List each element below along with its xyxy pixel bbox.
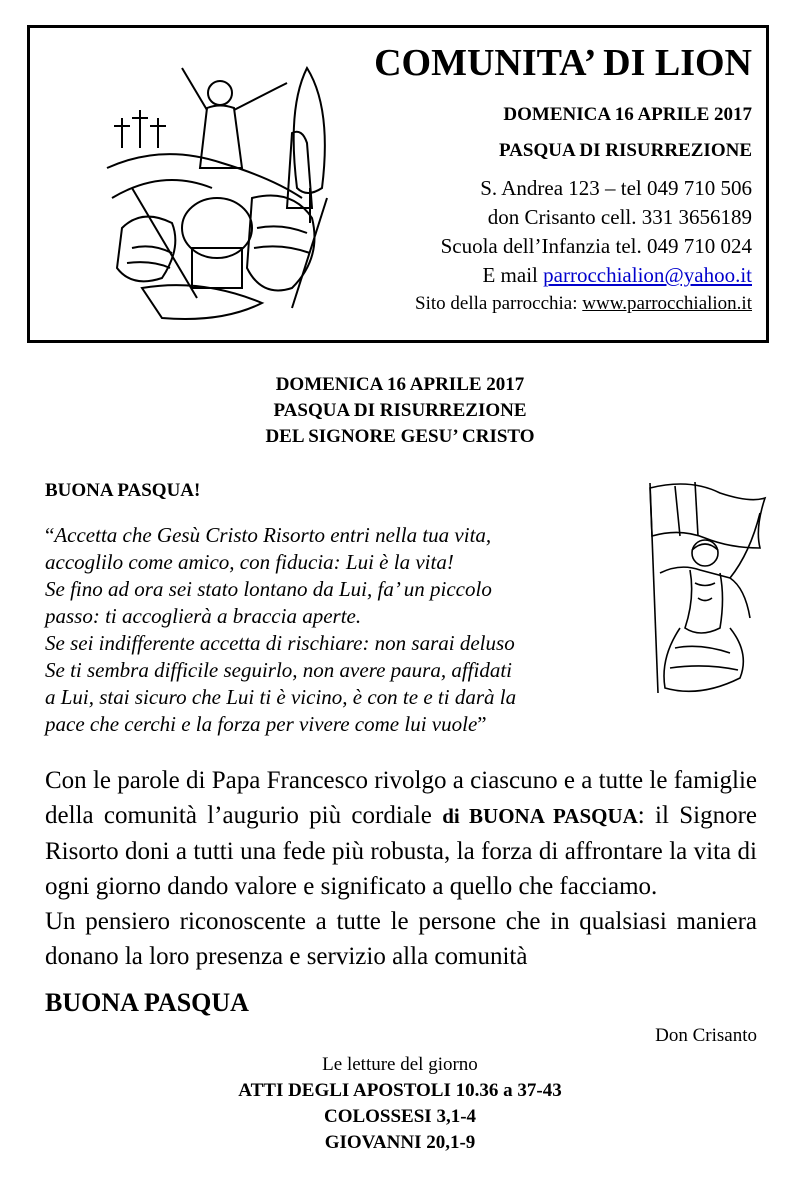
header-text (374, 40, 752, 318)
message-paragraph: Un pensiero riconoscente a tutte le persone che in qualsiasi maniera donano la loro presenza e servizio alla comunità (45, 908, 757, 970)
parish-address: S. Andrea 123 – tel 049 710 506 (480, 176, 752, 200)
quote-open-mark: “ (45, 523, 55, 547)
email-label: E mail (482, 263, 538, 287)
website-line (374, 290, 752, 318)
quote-text: pace che cerchi e la forza per vivere come lui vuole (45, 712, 478, 736)
website-link[interactable]: www.parrocchialion.it (582, 293, 752, 314)
quote-line: Se sei indifferente accetta di rischiare: non sarai deluso (45, 631, 515, 655)
message-text: : il Signore Risorto doni a tutti una fede più robusta, la forza di affrontare la vita di ogni giorno dando valore e significato a quello che facciamo. (45, 802, 758, 900)
pastor-message (45, 763, 757, 974)
header-feast: PASQUA DI RISURREZIONE (498, 140, 752, 161)
reading-second: COLOSSESI 3,1-4 (323, 1106, 477, 1127)
resurrection-illustration (102, 48, 342, 328)
page-title: COMUNITA’ DI LION (374, 42, 752, 84)
quote-line: Se ti sembra difficile seguirlo, non avere paura, affidati (45, 658, 513, 682)
priest-phone: don Crisanto cell. 331 3656189 (487, 205, 752, 229)
email-link[interactable]: parrocchialion@yahoo.it (543, 263, 752, 287)
quote-close-mark: ” (477, 712, 487, 736)
quote-line (45, 522, 625, 549)
reading-gospel: GIOVANNI 20,1-9 (324, 1132, 476, 1153)
quote-line: passo: ti accoglierà a braccia aperte. (45, 604, 362, 628)
message-bold-text: di BUONA PASQUA (442, 804, 638, 828)
greeting: BUONA PASQUA! (45, 480, 201, 501)
message-text: Con le parole di Papa Francesco rivolgo a ciascuno e a tutte le famiglie della comunità l’augurio più cordiale (45, 767, 757, 829)
email-line (374, 261, 752, 290)
quote-line: a Lui, stai sicuro che Lui ti è vicino, è con te e ti darà la (45, 685, 517, 709)
risen-christ-illustration (620, 478, 780, 708)
header-date: DOMENICA 16 APRILE 2017 (503, 104, 752, 125)
quote-line: Se fino ad ora sei stato lontano da Lui, fa’ un piccolo (45, 577, 492, 601)
header-box (27, 25, 769, 343)
readings-intro: Le letture del giorno (322, 1054, 478, 1075)
school-phone: Scuola dell’Infanzia tel. 049 710 024 (440, 234, 752, 258)
quote-line (45, 711, 625, 738)
reading-first: ATTI DEGLI APOSTOLI 10.36 a 37-43 (238, 1080, 562, 1101)
heading-line-3: DEL SIGNORE GESU’ CRISTO (265, 426, 535, 447)
website-label: Sito della parrocchia: (415, 293, 578, 314)
feast-heading (0, 372, 800, 450)
heading-line-2: PASQUA DI RISURREZIONE (273, 400, 527, 421)
quote-line: accoglilo come amico, con fiducia: Lui è la vita! (45, 550, 454, 574)
readings (0, 1052, 800, 1156)
closing-greeting: BUONA PASQUA (45, 988, 249, 1017)
signature: Don Crisanto (655, 1025, 757, 1046)
pope-quote (45, 522, 625, 738)
quote-text: Accetta che Gesù Cristo Risorto entri nella tua vita, (54, 523, 492, 547)
message-paragraph (45, 763, 757, 904)
heading-line-1: DOMENICA 16 APRILE 2017 (275, 374, 525, 395)
